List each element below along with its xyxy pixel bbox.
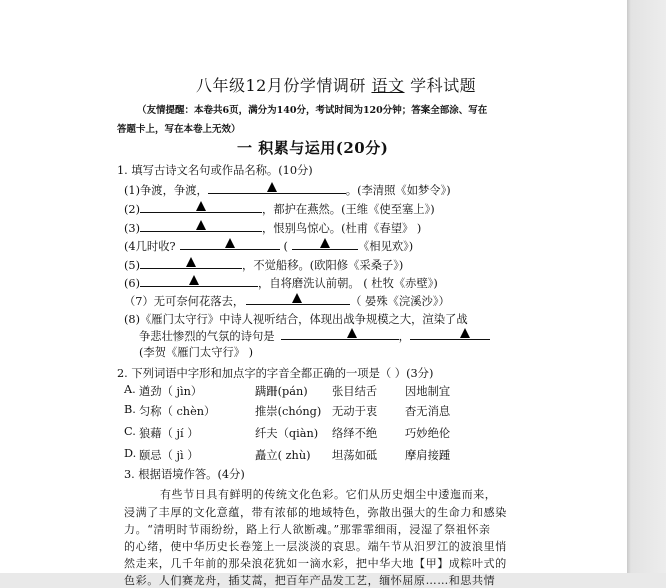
- answer-blank[interactable]: [292, 237, 358, 250]
- q2-option-c-label: C.: [124, 425, 136, 438]
- q2-option-a-1: 遒劲（ jìn）: [139, 385, 203, 398]
- answer-blank[interactable]: [246, 292, 350, 305]
- notice-line-2: 答题卡上，写在本卷上无效）: [117, 124, 241, 135]
- viewer-background-edge: [627, 0, 666, 573]
- blank-marker-icon: [186, 257, 196, 267]
- q1-line-4: (4几时收? ( 《相见欢》): [124, 237, 413, 254]
- blank-marker-icon: [196, 201, 206, 211]
- q2-option-d-4: 摩肩接踵: [405, 449, 451, 462]
- q2-stem: 2. 下列词语中字形和加点字的字音全都正确的一项是（ ）(3分): [117, 367, 434, 380]
- q2-option-b-1: 匀称（ chèn）: [139, 405, 216, 418]
- q2-option-c-4: 巧妙绝伦: [405, 427, 451, 440]
- blank-marker-icon: [225, 238, 235, 248]
- q2-option-c-3: 络绎不绝: [332, 427, 378, 440]
- answer-blank[interactable]: [140, 200, 262, 213]
- q2-option-b-label: B.: [124, 403, 136, 416]
- q2-option-d-2: 矗立( zhù): [255, 449, 311, 462]
- q2-option-a-4: 因地制宜: [405, 385, 451, 398]
- passage-line-5: 然走来，几千年前的那朵浪花犹如一滴水彩，把中华大地【甲】成粽叶式的: [124, 557, 507, 570]
- answer-blank[interactable]: [281, 327, 399, 340]
- q2-option-d-1: 颐忌（ jì ）: [139, 449, 199, 462]
- q2-option-a-2: 蹒跚(pán): [255, 385, 308, 398]
- q1-stem: 1. 填写古诗文名句或作品名称。(10分): [117, 164, 313, 177]
- subject-underlined: 语文: [371, 76, 405, 95]
- answer-blank[interactable]: [140, 256, 242, 269]
- answer-blank[interactable]: [180, 237, 280, 250]
- q2-option-a-label: A.: [124, 383, 136, 396]
- q2-option-a-3: 张目结舌: [332, 385, 378, 398]
- q1-line-6: (6) ，自将磨洗认前朝。 ( 杜牧《赤壁》): [124, 274, 438, 291]
- answer-blank[interactable]: [140, 274, 258, 287]
- q1-line-1: (1)争渡，争渡， 。(李清照《如梦令》): [124, 181, 451, 198]
- blank-marker-icon: [460, 328, 470, 338]
- q2-option-c-1: 狼藉（ jí ）: [139, 427, 199, 440]
- q2-option-c-2: 纤夫（qiàn): [255, 427, 319, 440]
- blank-marker-icon: [320, 238, 330, 248]
- answer-blank[interactable]: [410, 327, 490, 340]
- q1-line-8: (8)《雁门太守行》中诗人视听结合，体现出战争规模之大，渲染了战: [124, 313, 468, 326]
- q2-option-d-label: D.: [124, 447, 137, 460]
- answer-blank[interactable]: [140, 219, 262, 232]
- q1-line-2: (2) ，都护在燕然。(王维《使至塞上》): [124, 200, 435, 217]
- notice-line-1: （友情提醒：本卷共6页，满分为140分，考试时间为120分钟；答案全部涂、写在: [137, 105, 488, 116]
- q3-stem: 3. 根据语境作答。(4分): [124, 468, 245, 481]
- passage-line-4: 的心绪，使中华历史长卷笼上一层淡淡的哀思。端午节从汨罗江的波浪里悄: [124, 540, 507, 553]
- section-title: 一 积累与运用(20分): [237, 139, 389, 157]
- q1-line-3: (3) ，恨别鸟惊心。(杜甫《春望》 ): [124, 219, 421, 236]
- answer-blank[interactable]: [208, 181, 346, 194]
- q2-option-d-3: 坦荡如砥: [332, 449, 378, 462]
- page-title: 八年级12月份学情调研 语文 学科试题: [196, 76, 477, 95]
- blank-marker-icon: [267, 182, 277, 192]
- q1-line-7: （7）无可奈何花落去， （ 晏殊《浣溪沙》）: [124, 292, 450, 309]
- q2-option-b-2: 推崇(chóng): [255, 405, 322, 418]
- blank-marker-icon: [196, 220, 206, 230]
- q2-option-b-3: 无动于衷: [332, 405, 378, 418]
- q2-option-b-4: 杳无消息: [405, 405, 451, 418]
- blank-marker-icon: [189, 275, 199, 285]
- passage-line-1: 有些节日具有鲜明的传统文化色彩。它们从历史烟尘中逶迤而来，: [160, 488, 497, 501]
- passage-line-6: 色彩。人们赛龙舟，插艾蒿，把百年产品发工艺，缅怀屈原……和思共情: [124, 574, 496, 587]
- q1-line-5: (5) ，不觉船移。(欧阳修《采桑子》): [124, 256, 403, 273]
- q1-line-9: 争悲壮惨烈的气氛的诗句是 ，: [139, 327, 490, 344]
- passage-line-2: 浸满了丰厚的文化意蕴，带有浓郁的地域特色，弥散出强大的生命力和感染: [124, 506, 507, 519]
- blank-marker-icon: [292, 293, 302, 303]
- passage-line-3: 力。“清明时节雨纷纷，路上行人欲断魂。”那霏霏细雨，浸湿了祭祖怀亲: [124, 523, 491, 536]
- q1-line-10: (李贺《雁门太守行》 ): [139, 346, 254, 359]
- blank-marker-icon: [347, 328, 357, 338]
